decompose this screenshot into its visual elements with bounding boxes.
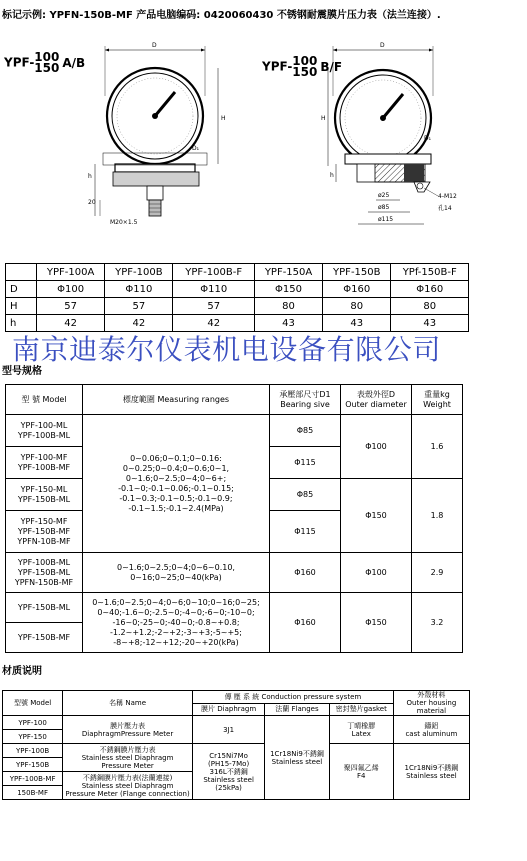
right-dim-h: h <box>330 172 334 179</box>
table-row <box>3 691 470 704</box>
spec-model: YPF-150-MF YPF-150B-MF YPFN-10B-MF <box>6 511 83 553</box>
mat-diaphragm: Cr15Ni7Mo (PH15-7Mo) 316L不銹鋼 Stainless steel (25kPa) <box>192 744 264 800</box>
right-dim-phi25: ø25 <box>378 192 390 199</box>
dim-cell: 42 <box>37 315 105 332</box>
spec-model: YPF-150B-MF <box>6 623 83 653</box>
spec-head-bearing: 承壓部尺寸D1 Bearing sive <box>270 385 341 415</box>
spec-table <box>5 384 463 653</box>
mat-housing: 1Cr18Ni9不銹鋼 Stainless steel <box>393 744 469 800</box>
left-dim-h: h <box>88 173 92 180</box>
spec-bearing: Φ85 <box>270 479 341 511</box>
left-dim-H: H <box>221 115 226 122</box>
table-row <box>6 298 469 315</box>
right-dim-phi115: ø115 <box>378 216 394 223</box>
material-table <box>2 690 470 800</box>
table-row <box>6 385 463 415</box>
table-row <box>6 264 469 281</box>
left-dim-D: D <box>152 42 157 49</box>
mat-name: 不銹鋼膜片壓力表(法蘭連接) Stainless steel Diaphragm Pressure Meter (Flange connection) <box>63 772 193 800</box>
spec-bearing: Φ160 <box>270 553 341 593</box>
dim-head-3: YPF-100B-F <box>173 264 254 281</box>
left-model-label <box>4 52 85 74</box>
material-section-title: 材质说明 <box>2 666 42 677</box>
dim-head-1: YPF-100A <box>37 264 105 281</box>
page-header: 标记示例: YPFN-150B-MF 产品电脑编码: 0420060430 不锈钢耐震膜片压力表（法兰连接）. <box>2 10 441 21</box>
spec-weight: 1.6 <box>412 415 463 479</box>
dim-cell: 43 <box>391 315 469 332</box>
mat-flanges: 1Cr18Ni9不銹鋼 Stainless steel <box>265 716 329 800</box>
mat-model: YPF-100 <box>3 716 63 730</box>
dim-cell: Φ110 <box>173 281 254 298</box>
mat-model: 150B-MF <box>3 786 63 800</box>
mat-model: YPF-100B-MF <box>3 772 63 786</box>
dim-cell: 80 <box>323 298 391 315</box>
mat-model: YPF-100B <box>3 744 63 758</box>
left-model-prefix: YPF- <box>4 55 35 70</box>
spec-range-c: 0~1.6;0~2.5;0~4;0~6;0~10;0~16;0~25; 0~40;-1.6~0;-2.5~0;-4~0;-6~0;-10~0; -16~0;-25~0;-40~0;-0.8~+0.8; -1.2~+1.2;-2~+2;-3~+3;-5~+5; -8~+8;-12~+12;-20~+20(kPa) <box>83 593 270 653</box>
right-size-150: 150 <box>292 65 318 79</box>
mat-name: 不銹鋼膜片壓力表 Stainless steel Diaphragm Pressure Meter <box>63 744 193 772</box>
left-gauge-drawing <box>88 36 238 236</box>
dim-cell: Φ160 <box>391 281 469 298</box>
spec-bearing: Φ115 <box>270 511 341 553</box>
mat-gasket: 丁晴橡膠 Latex <box>329 716 393 744</box>
mat-model: YPF-150 <box>3 730 63 744</box>
dim-cell: D <box>6 281 37 298</box>
spec-section-title: 型号规格 <box>2 366 42 377</box>
dimensions-table <box>5 263 469 332</box>
dim-head-6: YPf-150B-F <box>391 264 469 281</box>
right-gauge-drawing <box>320 36 470 232</box>
table-row <box>6 415 463 447</box>
dim-cell: Φ110 <box>105 281 173 298</box>
dim-cell: 80 <box>254 298 322 315</box>
mat-model: YPF-150B <box>3 758 63 772</box>
right-dim-D1: D₁ <box>424 135 432 142</box>
dim-cell: Φ150 <box>254 281 322 298</box>
left-dim-20: 20 <box>88 199 96 206</box>
table-row <box>6 593 463 623</box>
dim-cell: 42 <box>173 315 254 332</box>
right-model-prefix: YPF- <box>262 59 293 74</box>
right-size-100: 100 <box>292 54 318 68</box>
mat-head-flanges: 法蘭 Flanges <box>265 703 329 716</box>
spec-range-a: 0~0.06;0~0.1;0~0.16: 0~0.25;0~0.4;0~0.6;0~1, 0~1.6;0~2.5;0~4;0~6+; -0.1~0;-0.1~0.06;-0.1~0.15; -0.1~0.3;-0.1~0.5;-0.1~0.9; -0.1~1.5;-0.1~2.4(MPa) <box>83 415 270 553</box>
spec-model: YPF-100-MF YPF-100B-MF <box>6 447 83 479</box>
spec-head-model: 型 號 Model <box>6 385 83 415</box>
mat-head-housing: 外殼材料 Outer housing material <box>393 691 469 716</box>
spec-model: YPF-100B-ML YPF-150B-ML YPFN-150B-MF <box>6 553 83 593</box>
mat-name: 膜片壓力表 DiaphragmPressure Meter <box>63 716 193 744</box>
dim-cell: 42 <box>105 315 173 332</box>
spec-bearing: Φ85 <box>270 415 341 447</box>
spec-model: YPF-150-ML YPF-150B-ML <box>6 479 83 511</box>
dim-head-2: YPF-100B <box>105 264 173 281</box>
table-row <box>6 553 463 593</box>
dim-cell: 57 <box>173 298 254 315</box>
spec-model: YPF-100-ML YPF-100B-ML <box>6 415 83 447</box>
mat-head-model: 型號 Model <box>3 691 63 716</box>
spec-weight: 3.2 <box>412 593 463 653</box>
dim-cell: 43 <box>254 315 322 332</box>
mat-head-gasket: 密封墊片gasket <box>329 703 393 716</box>
dim-cell: 57 <box>37 298 105 315</box>
spec-weight: 2.9 <box>412 553 463 593</box>
spec-outer: Φ100 <box>341 553 412 593</box>
spec-head-weight: 重量kg Weight <box>412 385 463 415</box>
right-dim-hole: 孔14 <box>438 205 452 212</box>
left-size-150: 150 <box>34 61 60 75</box>
table-row <box>3 744 470 758</box>
dim-cell: 80 <box>391 298 469 315</box>
left-model-suffix: A/B <box>62 55 86 70</box>
mat-housing: 鑄鋁 cast aluminum <box>393 716 469 744</box>
spec-outer: Φ150 <box>341 593 412 653</box>
spec-range-b: 0~1.6;0~2.5;0~4;0~6~0.10, 0~16;0~25;0~40(kPa) <box>83 553 270 593</box>
spec-model: YPF-150B-ML <box>6 593 83 623</box>
spec-bearing: Φ160 <box>270 593 341 653</box>
right-dim-phi85: ø85 <box>378 204 390 211</box>
mat-diaphragm: 3J1 <box>192 716 264 744</box>
spec-outer: Φ150 <box>341 479 412 553</box>
dim-head-4: YPF-150A <box>254 264 322 281</box>
mat-head-name: 名稱 Name <box>63 691 193 716</box>
dim-cell: 57 <box>105 298 173 315</box>
dim-head-5: YPF-150B <box>323 264 391 281</box>
dim-cell: 43 <box>323 315 391 332</box>
right-dim-D: D <box>380 42 385 49</box>
dim-cell: Φ100 <box>37 281 105 298</box>
table-row <box>3 716 470 730</box>
spec-head-outer: 表殼外徑D Outer diameter <box>341 385 412 415</box>
left-dim-D1: D₁ <box>192 145 200 152</box>
mat-head-cond: 傳 壓 系 統 Conduction pressure system <box>192 691 393 704</box>
mat-head-diaphragm: 膜片 Diaphragm <box>192 703 264 716</box>
spec-weight: 1.8 <box>412 479 463 553</box>
mat-gasket: 聚四氟乙烯 F4 <box>329 744 393 800</box>
left-size-100: 100 <box>34 50 60 64</box>
spec-bearing: Φ115 <box>270 447 341 479</box>
dim-cell: H <box>6 298 37 315</box>
right-model-suffix: B/F <box>320 59 343 74</box>
spec-outer: Φ100 <box>341 415 412 479</box>
left-dim-thread: M20×1.5 <box>110 219 138 226</box>
company-watermark: 南京迪泰尔仪表机电设备有限公司 <box>12 333 442 366</box>
dim-cell: Φ160 <box>323 281 391 298</box>
dim-head-0 <box>6 264 37 281</box>
table-row <box>6 281 469 298</box>
dim-cell: h <box>6 315 37 332</box>
right-dim-4m12: 4-M12 <box>438 193 457 200</box>
right-dim-H: H <box>321 115 326 122</box>
spec-head-range: 標度範圍 Measuring ranges <box>83 385 270 415</box>
